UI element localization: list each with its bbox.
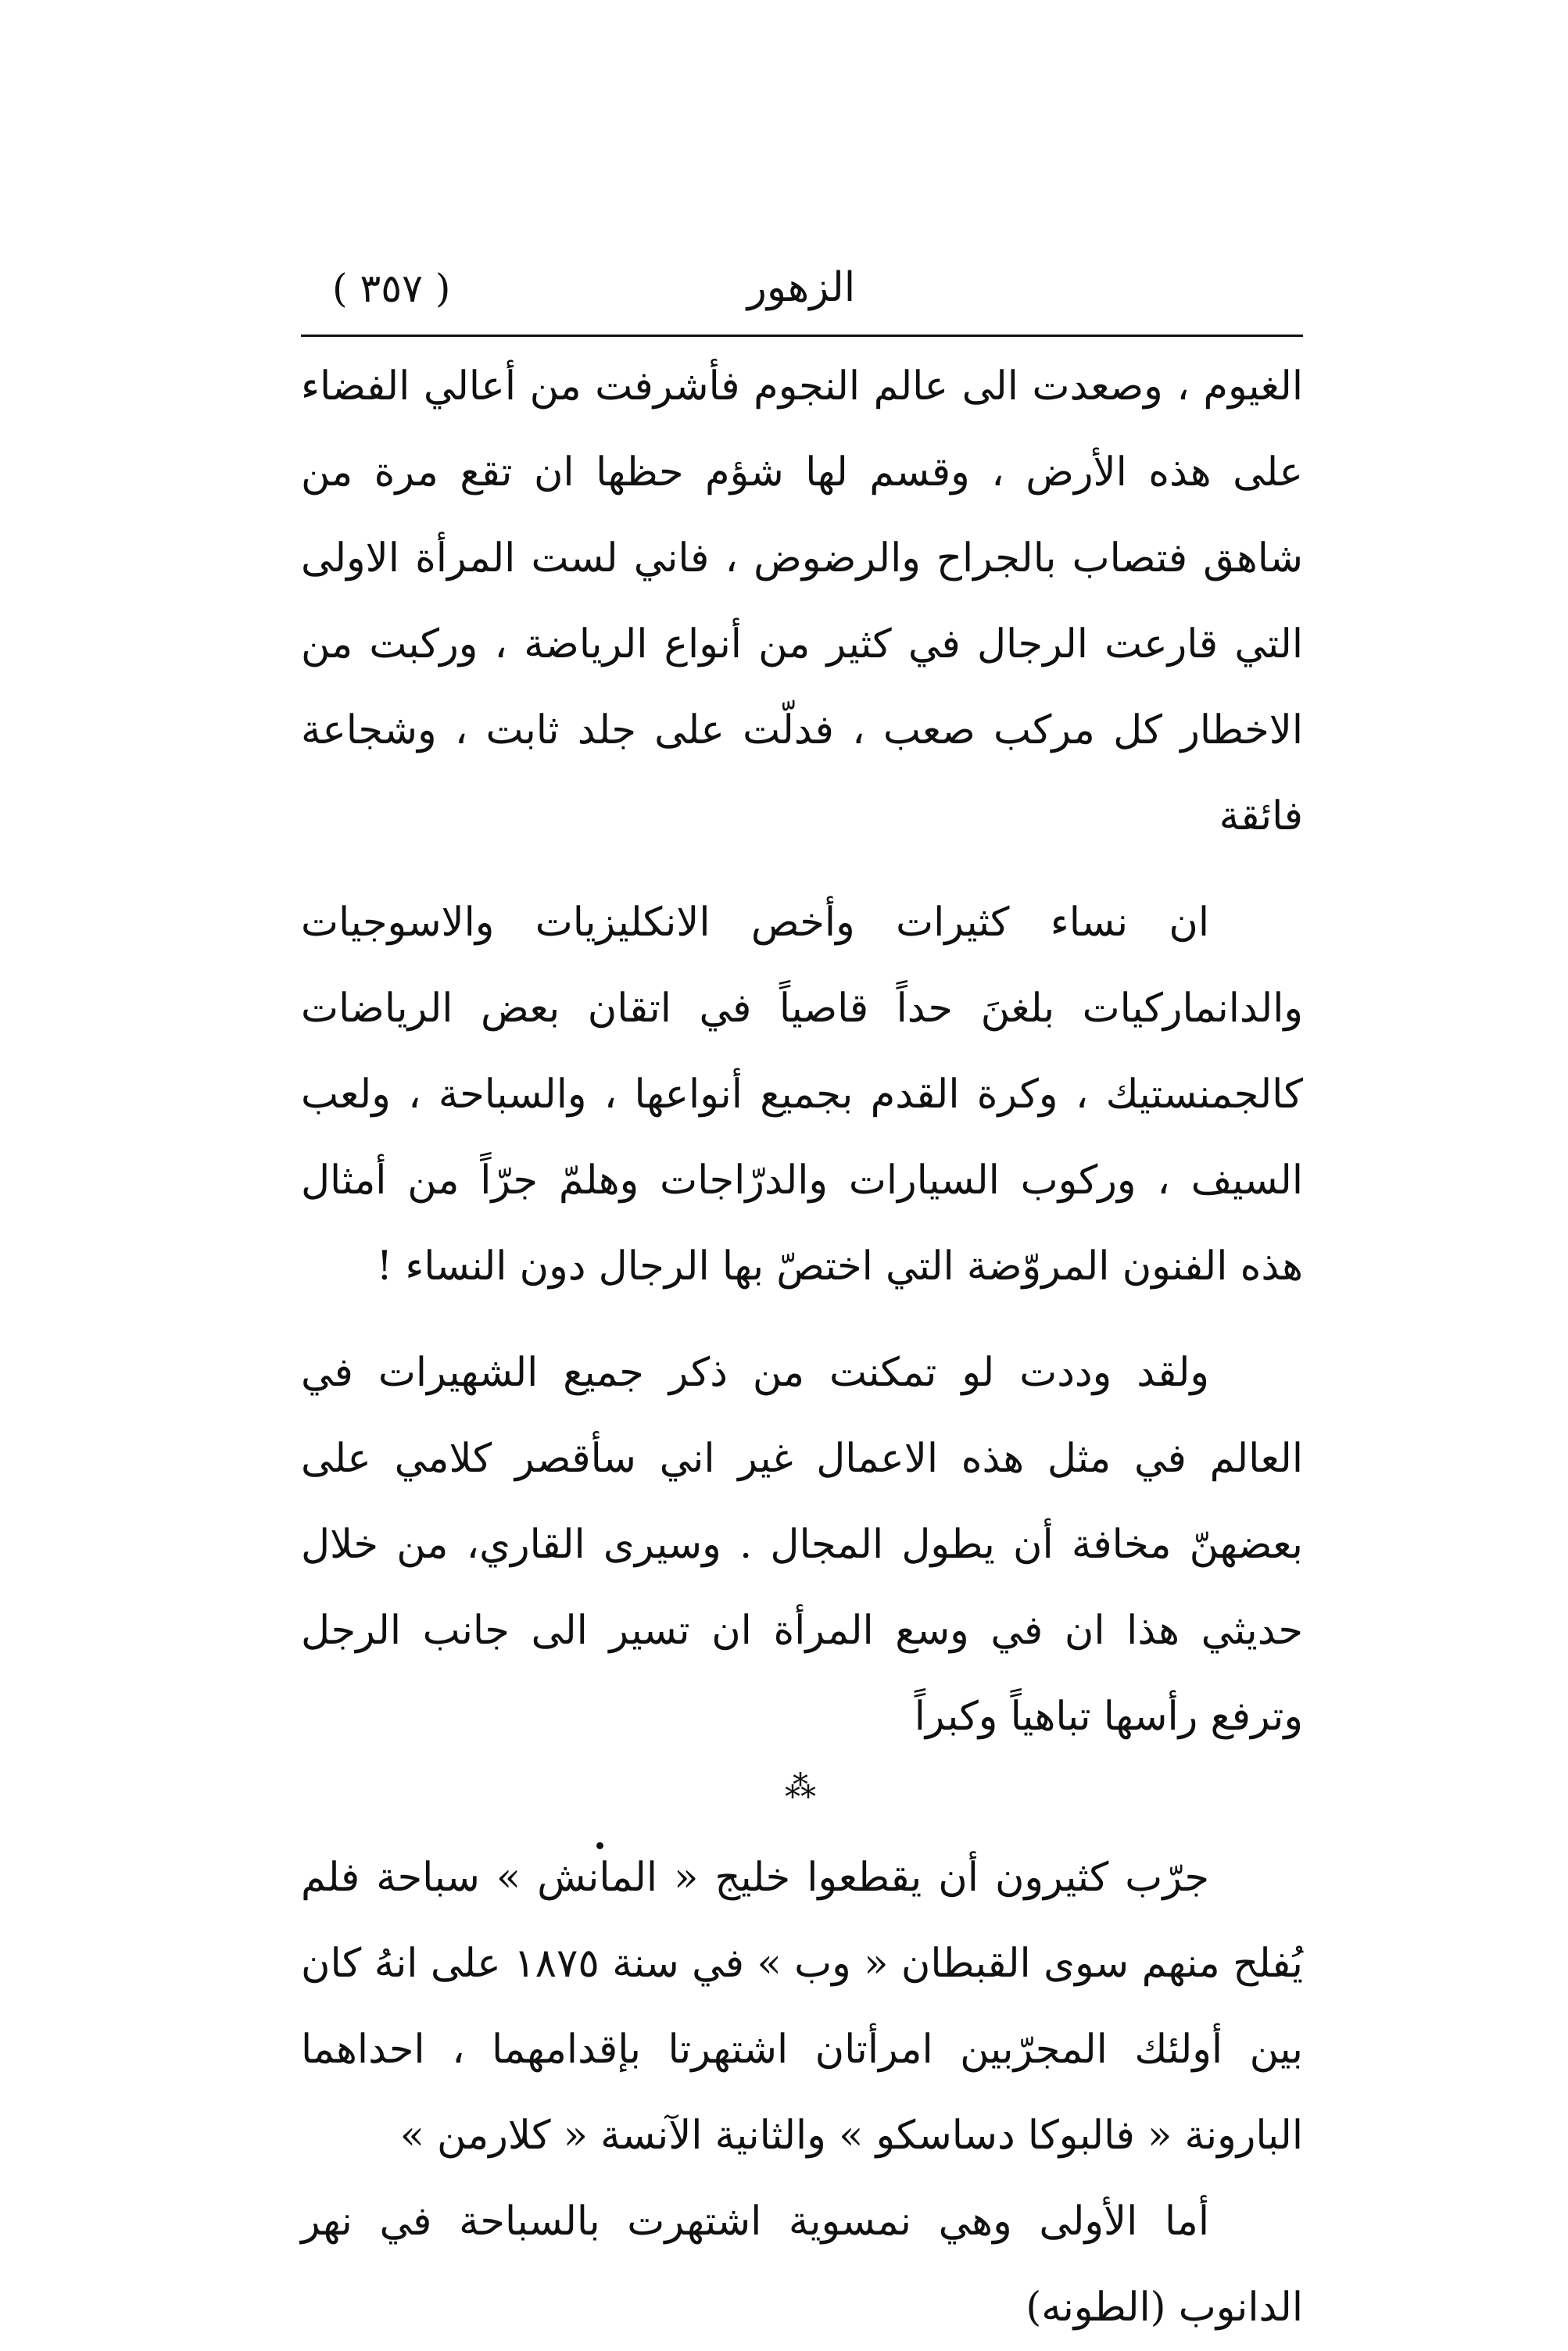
body-text — [301, 344, 1303, 2351]
page-number: ( ٣٥٧ ) — [332, 266, 451, 311]
running-title: الزهور — [746, 264, 856, 311]
paragraph-5: أما الأولى وهي نمسوية اشتهرت بالسباحة في نهر الدانوب (الطونه) — [301, 2199, 1303, 2331]
running-head — [301, 258, 1301, 328]
paragraph-4: جرّب كثيرون أن يقطعوا خليج « المانش » سباحة فلم يُفلح منهم سوى القبطان « وب » في سنة ١٨٧٥ على انهُ كان بين أولئك المجرّبين امرأتان اشتهرتا بإقدامهما ، احداهما البارونة « فالبوكا دساسكو » والثانية الآنسة « كلارمن » — [301, 1855, 1303, 2159]
header-rule — [301, 335, 1303, 337]
paragraph-1: الغيوم ، وصعدت الى عالم النجوم فأشرفت من أعالي الفضاء على هذه الأرض ، وقسم لها شؤم حظها ان تقع مرة من شاهق فتصاب بالجراح والرضوض ، فاني لست المرأة الاولى التي قارعت الرجال في كثير من أنواع الرياضة ، وركبت من الاخطار كل مركب صعب ، فدلّت على جلد ثابت ، وشجاعة فائقة — [301, 363, 1303, 839]
print-speck — [596, 1842, 603, 1849]
section-ornament: ⁂ — [785, 1770, 819, 1805]
paragraph-3: ولقد وددت لو تمكنت من ذكر جميع الشهيرات في العالم في مثل هذه الاعمال غير اني سأقصر كلامي على بعضهنّ مخافة أن يطول المجال . وسيرى القاري، من خلال حديثي هذا ان في وسع المرأة ان تسير الى جانب الرجل وترفع رأسها تباهياً وكبراً — [301, 1350, 1303, 1740]
paragraph-2: ان نساء كثيرات وأخص الانكليزيات والاسوجيات والدانماركيات بلغنَ حداً قاصياً في اتقان بعض الرياضات كالجمنستيك ، وكرة القدم بجميع أنواعها ، والسباحة ، ولعب السيف ، وركوب السيارات والدرّاجات وهلمّ جرّاً من أمثال هذه الفنون المروّضة التي اختصّ بها الرجال دون النساء ! — [301, 900, 1303, 1290]
